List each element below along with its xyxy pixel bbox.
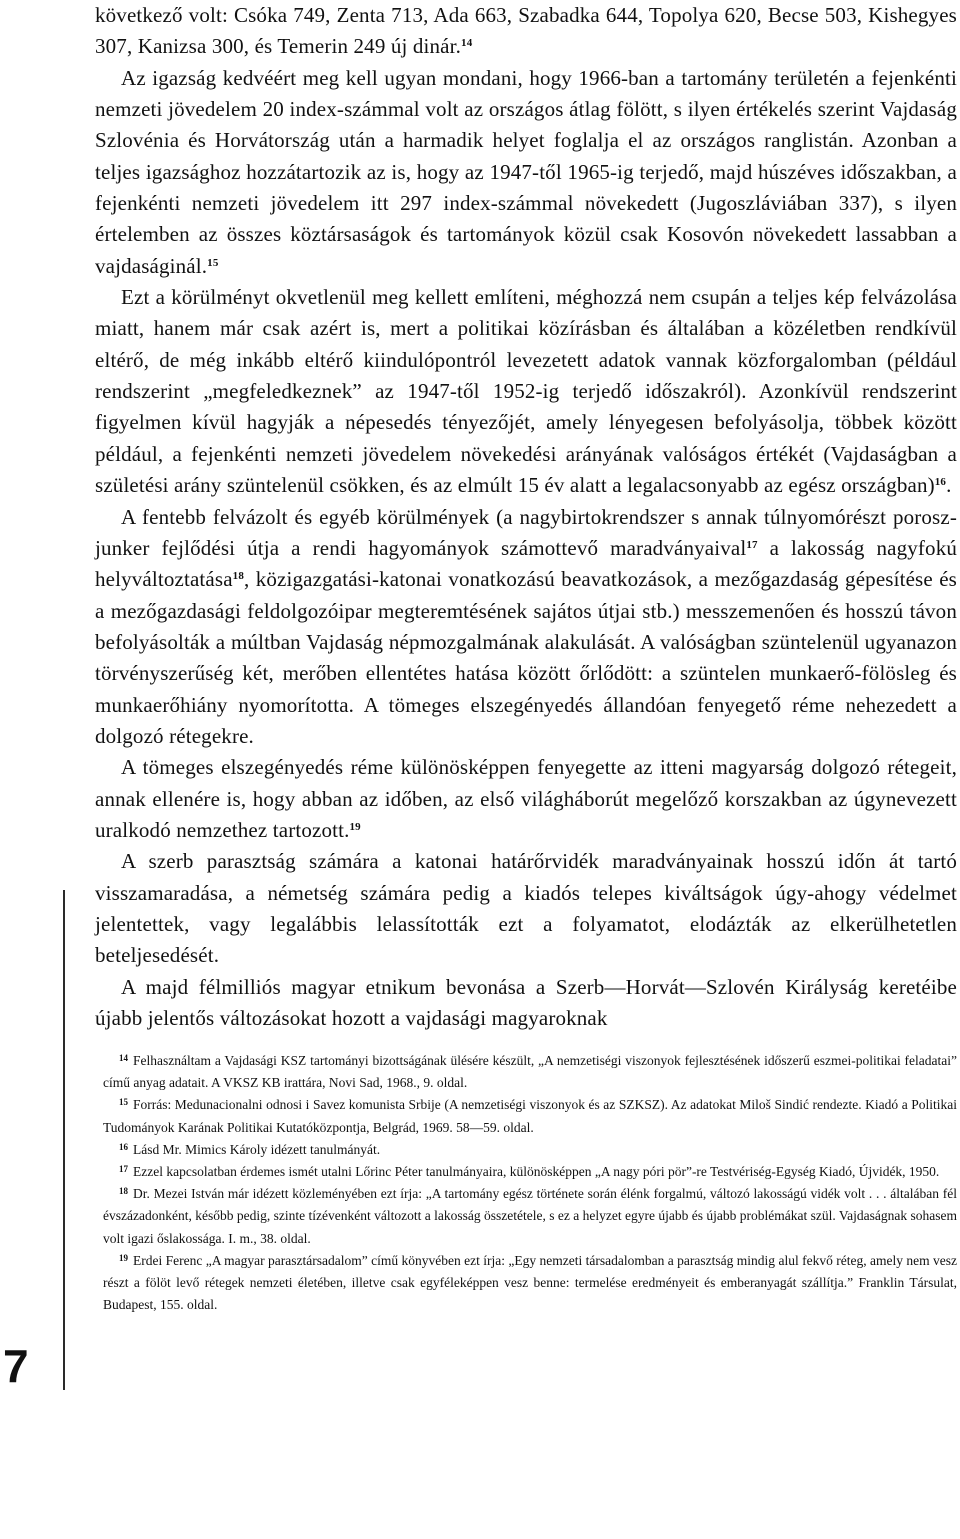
paragraph-text: a lakosság nagyfokú helyváltoztatása [95, 535, 957, 592]
paragraph [95, 63, 957, 282]
margin-rule [63, 890, 65, 1390]
footnote-reference: 19 [349, 820, 361, 833]
paragraph-text: , közigazgatási-katonai vonatkozású beavatkozások, a mezőgazdaság gépesítése és a mezőgazdasági feldolgozóipar megteremtésének sajátos útjai stb.) messzemenően és hosszú távon befolyásolták a múltban Vajdaság népmozgalmának alakulását. A valóságban szüntelenül ugyanazon törvényszerűség két, merőben ellentétes hatása között őrlődött: a szüntelen munkaerő-fölösleg és munkaerőhiány nyomorította. A tömeges elszegényedés állandóan fenyegető réme nehezedett a dolgozó rétegekre. [95, 567, 957, 748]
footnote [103, 1094, 957, 1138]
paragraph-text: A szerb parasztság számára a katonai határőrvidék maradványainak hosszú időn át tartó visszamaradása, a németség számára pedig a kiadós telepes kiváltságok úgy-ahogy védelmet jelentettek, vagy legalábbis lelassították ezt a folyamatot, elodázták az elkerülhetetlen beteljesedését. [95, 849, 957, 968]
body-text [95, 0, 957, 1034]
paragraph-text: A fentebb felvázolt és egyéb körülmények (a nagybirtokrendszer s annak túlnyomórészt porosz-junker fejlődési útja a rendi hagyományok számottevő maradványaival [95, 504, 957, 560]
paragraph-text: Ezt a körülményt okvetlenül meg kellett említeni, méghozzá nem csupán a teljes kép felvázolása miatt, hanem már csak azért is, mert a politikai közírásban és általában a közéletben rendkívül eltérő, de még inkább eltérő kiindulópontról levezetett adatok vannak közforgalomban (például rendszerint „megfeledkeznek” az 1947-től 1952-ig terjedő időszakról). Azonkívül rendszerint figyelmen kívül hagyják a népesedés tényezőjét, amely lényegesen befolyásolja, többek között például, a fejenkénti nemzeti jövedelem növekedési arányának valóságos értékét (Vajdaságban a születési arány szüntelenül csökken, és az elmúlt 15 év alatt a legalacsonyabb az egész országban) [95, 285, 957, 498]
footnote-text: Felhasználtam a Vajdasági KSZ tartományi bizottságának ülésére készült, „A nemzetiségi viszonyok fejlesztésének időszerű eszmei-politikai feladatai” című anyag adatait. A VKSZ KB irattára, Novi Sad, 1968., 9. oldal. [103, 1053, 957, 1091]
paragraph [95, 502, 957, 753]
footnote [103, 1161, 957, 1183]
paragraph [95, 846, 957, 971]
paragraph-text-end: . [946, 473, 952, 498]
paragraph-text: A tömeges elszegényedés réme különösképpen fenyegette az itteni magyarság dolgozó rétegeit, annak ellenére is, hogy abban az időben, az első világháborút megelőző korszakban az úgynevezett uralkodó nemzethez tartozott. [95, 755, 957, 842]
footnote-text: Lásd Mr. Mimics Károly idézett tanulmányát. [133, 1141, 381, 1157]
footnote-mark: 14 [119, 1053, 128, 1063]
footnotes [103, 1050, 957, 1316]
paragraph-text: következő volt: Csóka 749, Zenta 713, Ada 663, Szabadka 644, Topolya 620, Becse 503, Kishegyes 307, Kanizsa 300, és Temerin 249 új dinár. [95, 3, 957, 59]
paragraph [95, 0, 957, 63]
paragraph-text: Az igazság kedvéért meg kell ugyan mondani, hogy 1966-ban a tartomány területén a fejenkénti nemzeti jövedelem 20 index-számmal volt az országos átlag fölött, s ilyen értékelés szerint Vajdaság Szlovénia és Horvátország után a harmadik helyet foglalja el az országos ranglistán. Azonban a teljes igazsághoz hozzátartozik az is, hogy az 1947-től 1965-ig terjedő, majd húszéves időszakban, a fejenkénti nemzeti jövedelem itt 297 index-számmal növekedett (Jugoszláviában 337), s ilyen értelemben az összes köztársaságok és tartományok közül csak Kosovón növekedett lassabban a vajdaságinál. [95, 65, 957, 278]
footnote-text: Erdei Ferenc „A magyar parasztársadalom” című könyvében ezt írja: „Egy nemzeti társadalomban a parasztság mindig alul fekvő réteg, amely nem vesz részt a fölöt levő rétegek nemzeti életében, illetve csak egyféleképpen vesz benne: termelése eredményeit és emberanyagát szállítja.” Franklin Társulat, Budapest, 155. oldal. [103, 1252, 957, 1313]
footnote-mark: 16 [119, 1141, 128, 1152]
paragraph [95, 282, 957, 501]
footnote-reference: 14 [461, 37, 473, 50]
page-number: 7 [3, 1340, 29, 1392]
footnote-mark: 15 [119, 1097, 128, 1108]
paragraph [95, 752, 957, 846]
footnote [103, 1250, 957, 1317]
footnote-mark: 19 [119, 1252, 128, 1263]
footnote-mark: 18 [119, 1186, 128, 1197]
footnote-reference: 18 [232, 570, 244, 583]
footnote-text: Ezzel kapcsolatban érdemes ismét utalni Lőrinc Péter tanulmányaira, különösképpen „A nagy póri pör”-re Testvériség-Egység Kiadó, Újvidék, 1950. [133, 1164, 940, 1180]
footnote [103, 1050, 957, 1094]
footnote-reference: 16 [934, 476, 947, 489]
footnote [103, 1183, 957, 1250]
footnote-text: Forrás: Medunacionalni odnosi i Savez komunista Srbije (A nemzetiségi viszonyok és az SZKSZ). Az adatokat Miloš Sindić rendezte. Kiadó a Politikai Tudományok Karának Politikai Kutatóközpontja, Belgrád, 1969. 58—59. oldal. [103, 1097, 957, 1135]
paragraph-text: A majd félmilliós magyar etnikum bevonása a Szerb—Horvát—Szlovén Királyság keretéibe újabb jelentős változásokat hozott a vajdasági magyaroknak [95, 974, 957, 1030]
footnote-text: Dr. Mezei István már idézett közleményében ezt írja: „A tartomány egész története során élénk forgalmú, változó lakosságú vidék volt . . . általában fél évszázadonként, később pedig, szinte tízévenként változott a lakosság összetétele, s ez a helyzet egyre újabb és újabb problémákat szül. Vajdaságnak sohasem volt igazi őslakossága. I. m., 38. oldal. [103, 1186, 957, 1246]
footnote-reference: 17 [746, 538, 758, 551]
paragraph [95, 972, 957, 1035]
footnote-mark: 17 [119, 1164, 128, 1175]
footnote-reference: 15 [207, 256, 219, 269]
footnote [103, 1139, 957, 1161]
